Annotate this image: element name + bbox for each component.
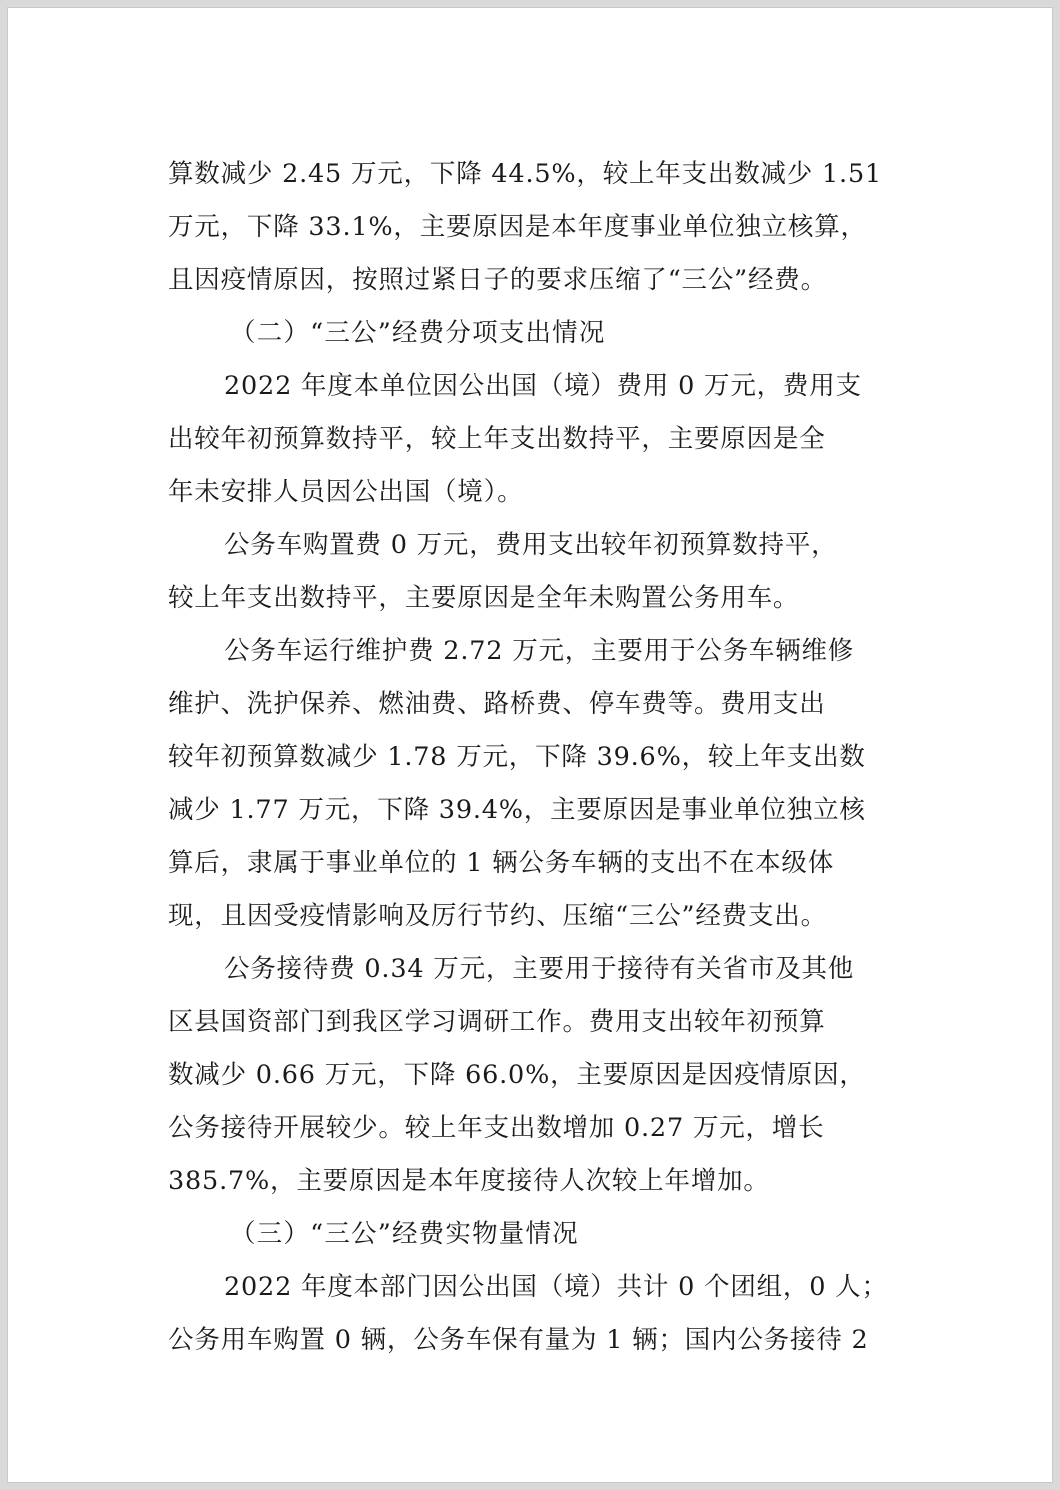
text-line-22: 2022 年度本部门因公出国（境）共计 0 个团组，0 人； bbox=[224, 1272, 888, 1302]
text-line-7: 年未安排人员因公出国（境）。 bbox=[168, 477, 524, 507]
text-line-1: 算数减少 2.45 万元，下降 44.5%，较上年支出数减少 1.51 bbox=[168, 159, 882, 189]
text-line-17: 区县国资部门到我区学习调研工作。费用支出较年初预算 bbox=[168, 1007, 826, 1037]
text-line-23: 公务用车购置 0 辆，公务车保有量为 1 辆；国内公务接待 2 bbox=[168, 1325, 869, 1355]
section-heading-2: （二）“三公”经费分项支出情况 bbox=[230, 318, 606, 348]
text-line-3: 且因疫情原因，按照过紧日子的要求压缩了“三公”经费。 bbox=[168, 265, 827, 295]
text-line-13: 减少 1.77 万元，下降 39.4%，主要原因是事业单位独立核 bbox=[168, 795, 866, 825]
text-line-6: 出较年初预算数持平，较上年支出数持平，主要原因是全 bbox=[168, 424, 826, 454]
text-line-11: 维护、洗护保养、燃油费、路桥费、停车费等。费用支出 bbox=[168, 689, 826, 719]
text-line-15: 现，且因受疫情影响及厉行节约、压缩“三公”经费支出。 bbox=[168, 901, 827, 931]
text-line-16: 公务接待费 0.34 万元，主要用于接待有关省市及其他 bbox=[224, 954, 855, 984]
text-line-12: 较年初预算数减少 1.78 万元，下降 39.6%，较上年支出数 bbox=[168, 742, 866, 772]
text-line-2: 万元，下降 33.1%，主要原因是本年度事业单位独立核算， bbox=[168, 212, 867, 242]
text-line-9: 较上年支出数持平，主要原因是全年未购置公务用车。 bbox=[168, 583, 800, 613]
text-line-20: 385.7%，主要原因是本年度接待人次较上年增加。 bbox=[168, 1166, 770, 1196]
text-line-14: 算后，隶属于事业单位的 1 辆公务车辆的支出不在本级体 bbox=[168, 848, 835, 878]
text-line-19: 公务接待开展较少。较上年支出数增加 0.27 万元，增长 bbox=[168, 1113, 825, 1143]
document-page bbox=[8, 8, 1052, 1482]
text-line-18: 数减少 0.66 万元，下降 66.0%，主要原因是因疫情原因， bbox=[168, 1060, 866, 1090]
text-line-10: 公务车运行维护费 2.72 万元，主要用于公务车辆维修 bbox=[224, 636, 855, 666]
text-line-8: 公务车购置费 0 万元，费用支出较年初预算数持平， bbox=[224, 530, 838, 560]
text-line-5: 2022 年度本单位因公出国（境）费用 0 万元，费用支 bbox=[224, 371, 862, 401]
section-heading-3: （三）“三公”经费实物量情况 bbox=[230, 1219, 579, 1249]
